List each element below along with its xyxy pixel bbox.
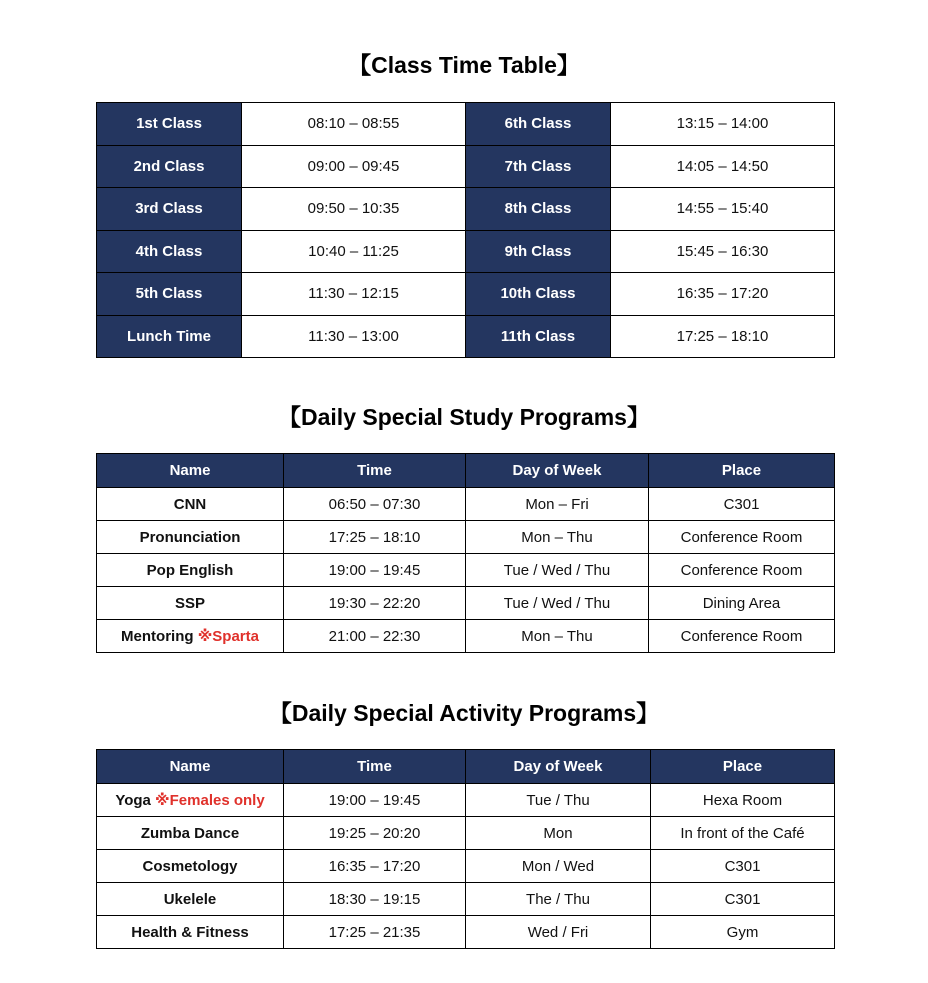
table-row <box>97 883 835 916</box>
program-name-cell <box>97 554 284 587</box>
program-name: Health & Fitness <box>131 923 249 941</box>
program-name: Pop English <box>146 561 234 579</box>
column-header-day: Day of Week <box>466 750 651 784</box>
class-time: 16:35 – 17:20 <box>611 273 835 316</box>
program-time: 18:30 – 19:15 <box>284 883 466 916</box>
column-header-place: Place <box>651 750 835 784</box>
program-note: ※Females only <box>155 792 265 809</box>
class-label: 10th Class <box>466 273 611 316</box>
program-place: Conference Room <box>649 521 835 554</box>
activity-programs-title: 【Daily Special Activity Programs】 <box>268 700 660 726</box>
table-row <box>97 521 835 554</box>
program-time: 19:30 – 22:20 <box>284 587 466 620</box>
program-name-cell <box>97 883 284 916</box>
program-name: Mentoring <box>121 628 198 645</box>
class-label: 6th Class <box>466 103 611 146</box>
table-row <box>97 817 835 850</box>
program-name-cell <box>97 587 284 620</box>
program-day: Tue / Wed / Thu <box>466 587 649 620</box>
program-place: Conference Room <box>649 620 835 653</box>
class-label: 1st Class <box>97 103 242 146</box>
program-name-cell <box>97 916 284 949</box>
program-time: 17:25 – 18:10 <box>284 521 466 554</box>
program-name: Zumba Dance <box>140 824 240 842</box>
column-header-time: Time <box>284 750 466 784</box>
class-time: 10:40 – 11:25 <box>242 230 466 273</box>
class-label: 9th Class <box>466 230 611 273</box>
column-header-place: Place <box>649 454 835 488</box>
class-time: 13:15 – 14:00 <box>611 103 835 146</box>
class-time: 14:55 – 15:40 <box>611 188 835 231</box>
study-programs-table <box>96 453 835 653</box>
program-time: 19:00 – 19:45 <box>284 554 466 587</box>
table-row <box>97 554 835 587</box>
program-name: Yoga <box>115 792 156 809</box>
class-time: 17:25 – 18:10 <box>611 315 835 358</box>
class-label: 8th Class <box>466 188 611 231</box>
table-row <box>97 145 835 188</box>
class-time: 09:50 – 10:35 <box>242 188 466 231</box>
program-day: The / Thu <box>466 883 651 916</box>
table-row <box>97 273 835 316</box>
program-place: Dining Area <box>649 587 835 620</box>
program-time: 16:35 – 17:20 <box>284 850 466 883</box>
class-label: Lunch Time <box>97 315 242 358</box>
program-place: Gym <box>651 916 835 949</box>
class-time: 11:30 – 13:00 <box>242 315 466 358</box>
class-label: 2nd Class <box>97 145 242 188</box>
program-name-cell <box>97 817 284 850</box>
class-time: 09:00 – 09:45 <box>242 145 466 188</box>
program-time: 17:25 – 21:35 <box>284 916 466 949</box>
class-time-table-title: 【Class Time Table】 <box>348 52 580 78</box>
table-row <box>97 784 835 817</box>
program-day: Tue / Thu <box>466 784 651 817</box>
program-name-cell <box>97 488 284 521</box>
class-time: 11:30 – 12:15 <box>242 273 466 316</box>
table-row <box>97 850 835 883</box>
table-row <box>97 488 835 521</box>
table-row <box>97 916 835 949</box>
class-label: 5th Class <box>97 273 242 316</box>
class-label: 7th Class <box>466 145 611 188</box>
table-row <box>97 315 835 358</box>
program-name-cell <box>97 850 284 883</box>
study-programs-title: 【Daily Special Study Programs】 <box>278 404 650 430</box>
column-header-name: Name <box>97 750 284 784</box>
program-name: Ukelele <box>163 890 217 908</box>
program-day: Mon / Wed <box>466 850 651 883</box>
program-name: CNN <box>173 495 207 513</box>
table-row <box>97 230 835 273</box>
program-time: 19:25 – 20:20 <box>284 817 466 850</box>
program-day: Mon – Fri <box>466 488 649 521</box>
program-day: Wed / Fri <box>466 916 651 949</box>
table-row <box>97 620 835 653</box>
program-place: Hexa Room <box>651 784 835 817</box>
program-note: ※Sparta <box>197 628 259 645</box>
program-name: Pronunciation <box>139 528 241 546</box>
program-place: C301 <box>651 883 835 916</box>
table-header-row <box>97 750 835 784</box>
program-name-cell <box>97 521 284 554</box>
program-time: 06:50 – 07:30 <box>284 488 466 521</box>
program-place: C301 <box>649 488 835 521</box>
program-time: 19:00 – 19:45 <box>284 784 466 817</box>
column-header-name: Name <box>97 454 284 488</box>
column-header-time: Time <box>284 454 466 488</box>
program-day: Tue / Wed / Thu <box>466 554 649 587</box>
table-row <box>97 587 835 620</box>
program-name: SSP <box>174 594 205 612</box>
class-time-table <box>96 102 835 358</box>
class-label: 4th Class <box>97 230 242 273</box>
class-time: 15:45 – 16:30 <box>611 230 835 273</box>
program-day: Mon <box>466 817 651 850</box>
program-name-cell <box>97 620 284 653</box>
class-label: 11th Class <box>466 315 611 358</box>
column-header-day: Day of Week <box>466 454 649 488</box>
class-time: 14:05 – 14:50 <box>611 145 835 188</box>
class-label: 3rd Class <box>97 188 242 231</box>
program-time: 21:00 – 22:30 <box>284 620 466 653</box>
class-time: 08:10 – 08:55 <box>242 103 466 146</box>
table-header-row <box>97 454 835 488</box>
table-row <box>97 188 835 231</box>
program-place: C301 <box>651 850 835 883</box>
program-day: Mon – Thu <box>466 620 649 653</box>
program-day: Mon – Thu <box>466 521 649 554</box>
program-place: Conference Room <box>649 554 835 587</box>
program-name: Cosmetology <box>142 857 238 875</box>
program-name-cell <box>97 784 284 817</box>
program-place: In front of the Café <box>651 817 835 850</box>
table-row <box>97 103 835 146</box>
activity-programs-table <box>96 749 835 949</box>
